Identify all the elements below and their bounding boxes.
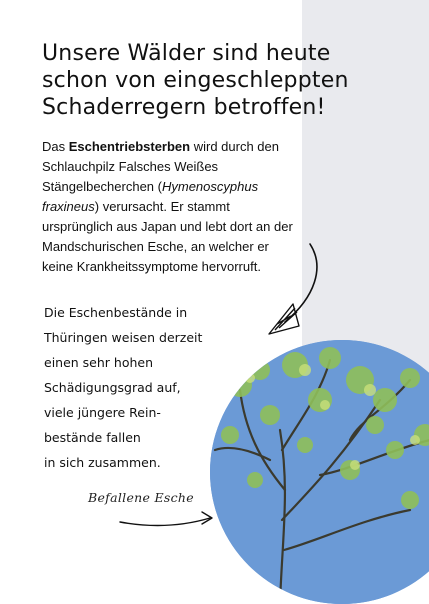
script-line: Schädigungsgrad auf, — [44, 380, 181, 395]
body-suffix: ) verursacht. Er stammt ursprünglich aus Japan und lebt dort an der Mandschurischen Esche, an welcher er keine Krankheitssymptome hervorruft. — [42, 199, 293, 274]
body-middle: wird durch den Schlauchpilz Falsches Weißes Stängelbecherchen ( — [42, 139, 279, 194]
body-bold-term: Eschentriebsterben — [68, 139, 191, 154]
tree-photo — [210, 340, 429, 604]
script-line: einen sehr hohen — [44, 355, 154, 370]
curved-scribble-arrow-icon — [255, 242, 325, 342]
script-line: Die Eschenbestände in — [44, 305, 188, 320]
script-line: viele jüngere Rein- — [44, 405, 161, 420]
body-latin-name: Hymenoscyphus fraxineus — [42, 179, 259, 214]
photo-caption: Befallene Esche — [88, 490, 194, 505]
tree-illustration — [210, 340, 429, 604]
swoosh-arrow-icon — [118, 500, 218, 530]
script-line: Thüringen weisen derzeit — [44, 330, 203, 345]
script-line: bestände fallen — [44, 430, 141, 445]
body-prefix: Das — [42, 139, 69, 154]
script-line: in sich zusammen. — [44, 455, 161, 470]
headline: Unsere Wälder sind heute schon von eingeschleppten Schaderregern betroffen! — [42, 41, 349, 120]
